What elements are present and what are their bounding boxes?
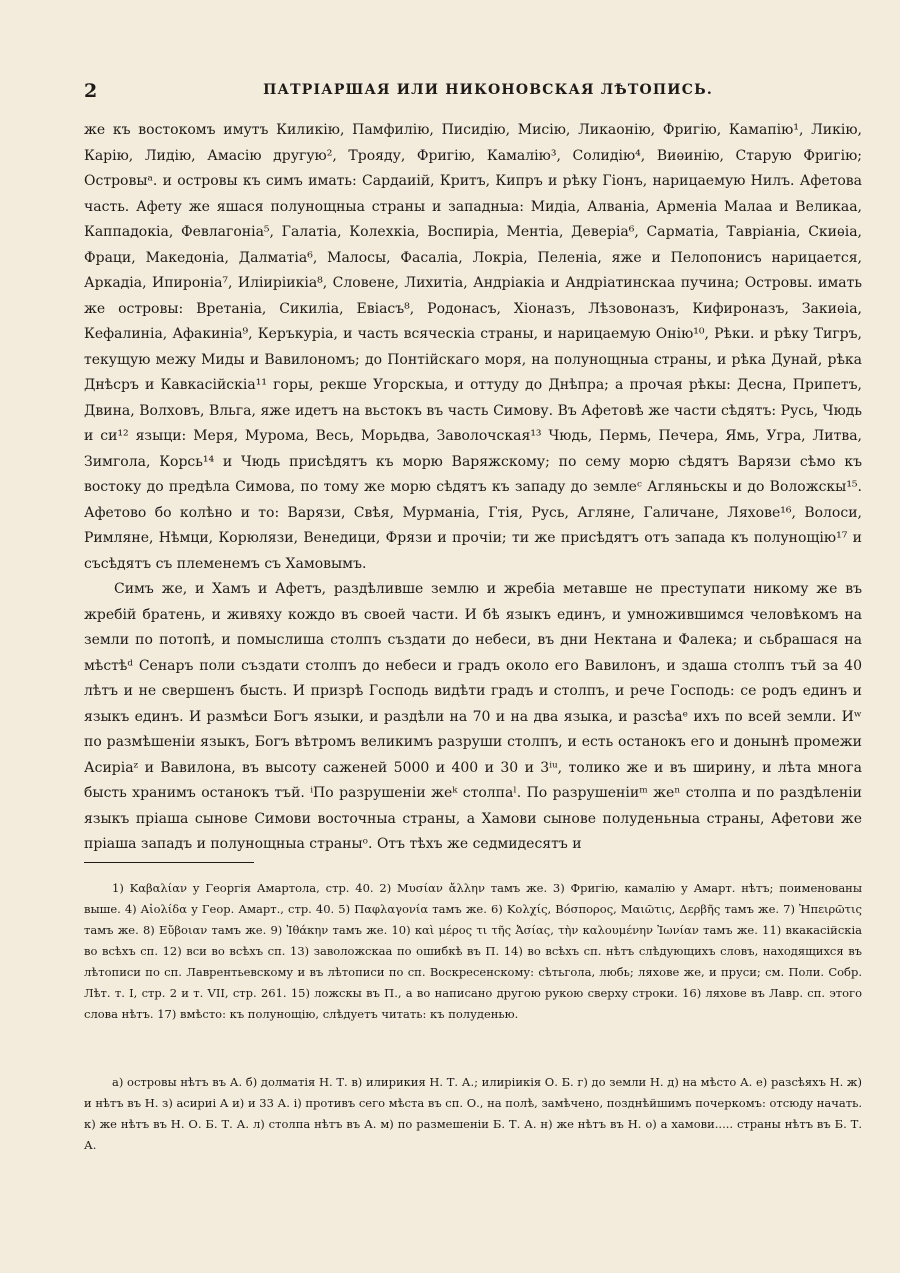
- footnote-block: 1) Καβαλίαν у Георгія Амартола, стр. 40. 2) Μυσίαν ἄλλην тамъ же. 3) Фригію, камалію у Амарт. нѣтъ; поименованы выше. 4) Αἰολίδα у Геор. Амарт., стр. 40. 5) Παφλαγονία тамъ же. 6) Κολχίς, Βόσπορος, Μαιῶτις, Δερβῆς тамъ же. 7) Ἠπειρῶτις тамъ же. 8) Εὔβοιαν тамъ же. 9) Ἰθάκην тамъ же. 10) καὶ μέρος τι τῆς Ἀσίας, τὴν καλουμένην Ἰωνίαν тамъ же. 11) вкакасійскіа во всѣхъ сп. 12) вси во всѣхъ сп. 13) заволожскаа по ошибкѣ въ П. 14) во всѣхъ сп. нѣтъ слѣдующихъ словъ, находящихся въ лѣтописи по сп. Лаврентьевскому и въ лѣтописи по сп. Воскресенскому: сѣтьгола, любь; ляхове же, и пруси; см. Поли. Собр. Лѣт. т. I, стр. 2 и т. VII, стр. 261. 15) ложскы въ П., а во написано другою рукою сверху строки. 16) ляхове въ Лавр. сп. этого слова нѣтъ. 17) вмѣсто: къ полунощію, слѣдуетъ читать: къ полуденью.: [84, 881, 862, 1021]
- footnote-divider: [84, 862, 254, 863]
- footnotes-lettered: [84, 1072, 862, 1156]
- paragraph: же къ востокомъ имутъ Киликію, Памфилію, Писидію, Мисію, Ликаонію, Фригію, Камапію¹, Ликію, Карію, Лидію, Амасію другую², Трояду, Фригію, Камалію³, Солидію⁴, Виѳинію, Старую Фригію; Островыᵃ. и островы къ симъ имать: Сардаиій, Критъ, Кипръ и рѣку Гіонъ, нарицаемую Нилъ. Афетова часть. Афету же яшася полунощныа страны и западныа: Мидіа, Алваніа, Арменіа Малаа и Великаа, Каппадокіа, Февлагоніа⁵, Галатіа, Колехкіа, Воспиріа, Ментіа, Деверіа⁶, Сарматіа, Тавріаніа, Скиѳіа, Фраци, Македоніа, Далматіа⁶, Малосы, Фасаліа, Локріа, Пеленіа, яже и Пелопонисъ нарицается, Аркадіа, Ипироніа⁷, Иліиріикіа⁸, Словене, Лихитіа, Андріакіа и Андріатинскаа пучина; Островы. имать же островы: Вретаніа, Сикиліа, Евіасъ⁸, Родонасъ, Хіоназъ, Лѣзовоназъ, Кифироназъ, Закиѳіа, Кефалиніа, Афакиніа⁹, Керъкуріа, и часть всяческіа страны, и нарицаемую Онію¹⁰, Рѣки. и рѣку Тигръ, текущую межу Миды и Вавилономъ; до Понтійскаго моря, на полунощныа страны, и рѣка Дунай, рѣка Днѣсръ и Кавкасійскіа¹¹ горы, рекше Угорскыа, и оттуду до Днѣпра; а прочая рѣкы: Десна, Припетъ, Двина, Волховъ, Вльга, яже идетъ на вьстокъ въ часть Симову. Въ Афетовѣ же части сѣдятъ: Русь, Чюдь и си¹² языци: Меря, Мурома, Весь, Морьдва, Заволочская¹³ Чюдь, Пермь, Печера, Ямь, Угра, Литва, Зимгола, Корсь¹⁴ и Чюдь присѣдятъ къ морю Варяжскому; по сему морю сѣдятъ Варязи сѣмо къ востоку до предѣла Симова, по тому же морю сѣдятъ къ западу до землеᶜ Агляньскы и до Воложскы¹⁵. Афетово бо колѣно и то: Варязи, Свѣя, Мурманіа, Гтія, Русь, Агляне, Галичане, Ляхове¹⁶, Волоси, Римляне, Нѣмци, Корюлязи, Венедици, Фрязи и прочіи; ти же присѣдятъ отъ запада къ полунощію¹⁷ и съсѣдятъ съ племенемъ съ Хамовымъ.: [84, 122, 862, 572]
- footnote-block: а) островы нѣтъ въ А. б) долматія Н. Т. в) илирикия Н. Т. А.; илиріикія О. Б. г) до земли Н. д) на мѣсто А. е) разсѣяхъ Н. ж) и нѣтъ въ Н. з) асириі А и) и 33 А. і) противъ сего мѣста въ сп. О., на полѣ, замѣчено, позднѣйшимъ почеркомъ: отсюду начать. к) же нѣтъ въ Н. О. Б. Т. А. л) столпа нѣтъ въ А. м) по размешеніи Б. Т. А. н) же нѣтъ въ Н. о) а хамови..... страны нѣтъ въ Б. Т. А.: [84, 1075, 862, 1152]
- running-title: ПАТРІАРШАЯ ИЛИ НИКОНОВСКАЯ ЛѢТОПИСЬ.: [263, 82, 713, 98]
- page-header: [84, 80, 862, 102]
- main-text: [84, 118, 862, 858]
- paragraph: Симъ же, и Хамъ и Афетъ, раздѣливше землю и жребіа метавше не преступати никому же въ жребій братень, и живяху кождо въ своей части. И бѣ языкъ единъ, и умножившимся человѣкомъ на земли по потопѣ, и помыслиша столпъ създати до небеси, въ дни Нектана и Фалека; и сьбрашася на мѣстѣᵈ Сенаръ поли създати столпъ до небеси и градъ около его Вавилонъ, и здаша столпъ тъй за 40 лѣтъ и не свершенъ бысть. И призрѣ Господь видѣти градъ и столпъ, и рече Господь: се родъ единъ и языкъ единъ. И размѣси Богъ языки, и раздѣли на 70 и на два языка, и разсѣаᵉ ихъ по всей земли. Иʷ по размѣшеніи языкъ, Богъ вѣтромъ великимъ разруши столпъ, и есть останокъ его и донынѣ промежи Асиріаᶻ и Вавилона, въ высоту саженей 5000 и 400 и 30 и 3ⁱᵘ, толико же и въ ширину, и лѣта многа бысть хранимъ останокъ тъй. ⁱПо разрушеніи жеᵏ столпаˡ. По разрушеніиᵐ жеⁿ столпа и по раздѣленіи языкъ пріаша сынове Симови восточныа страны, а Хамови сынове полуденьныа страны, Афетови же пріаша западъ и полунощныа страныᵒ. Отъ тѣхъ же седмидесятъ и: [84, 581, 862, 852]
- footnotes-numbered: [84, 878, 862, 1025]
- page-number: 2: [84, 80, 98, 102]
